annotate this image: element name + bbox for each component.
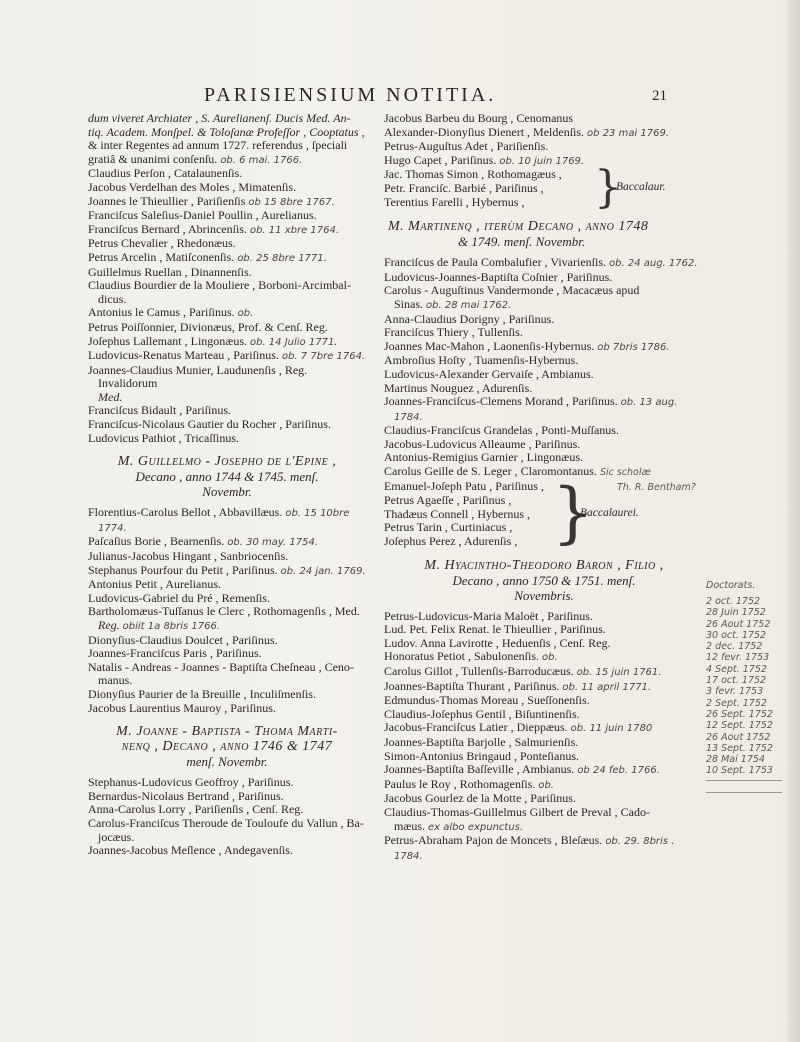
handwritten-note: ob. 11 juin 1780 <box>570 723 653 735</box>
handwritten-note: ob. 13 aug. 1784. <box>394 397 678 423</box>
margin-date: 4 Sept. 1752 <box>706 663 767 675</box>
handwritten-note: Doctorats. <box>706 579 756 591</box>
handwritten-note: ob 7bris 1786. <box>597 341 670 353</box>
text-line: Julianus-Jacobus Hingant , Sanbriocenſis. <box>88 549 289 564</box>
section-heading: M. Joanne - Baptista - Thoma Marti- nenq , Decano , anno 1746 & 1747 menſ. Novembr. <box>116 724 338 770</box>
text-line: Carolus - Auguſtinus Vandermonde , Macacæus apud <box>384 283 640 298</box>
page-number: 21 <box>652 88 667 104</box>
text-line: Claudius-Thomas-Guillelmus Gilbert de Preval , Cado- <box>384 804 650 819</box>
text-line: Franciſcus-Nicolaus Gautier du Rocher , Pariſinus. <box>88 417 331 432</box>
text-line: Petrus Agaeſſe , Pariſinus , <box>384 493 512 508</box>
text-line: Anna-Claudius Dorigny , Pariſinus. <box>384 311 555 326</box>
text-line: Carolus-Franciſcus Theroude de Touloufe du Vallun , Ba- <box>88 815 364 830</box>
margin-dates <box>706 596 786 777</box>
text-line: Jacobus Barbeu du Bourg , Cenomanus <box>384 111 574 125</box>
text-line: Petrus Chevalier , Rhedonæus. <box>88 236 236 251</box>
handwritten-note: ob. 30 may. 1754. <box>227 537 319 549</box>
margin-date: 28 Mai 1754 <box>706 754 765 766</box>
text-line: Guillelmus Ruellan , Dinannenſis. <box>88 264 252 279</box>
text-line: Natalis - Andreas - Joannes - Baptiſta Cheſneau , Ceno- <box>88 659 354 674</box>
text-line: Claudius Bourdier de la Mouliere , Borboni-Arcimbal- <box>88 278 351 293</box>
handwritten-note: Sic scholæ <box>599 467 651 479</box>
text-line: Anna-Carolus Lorry , Pariſienſis , Cenſ. Reg. <box>88 802 304 817</box>
margin-date: 26 Aout 1752 <box>706 618 771 630</box>
text-line: Bartholomæus-Tuſſanus le Clerc , Rothomagenſis , Med. <box>88 604 360 619</box>
margin-rule <box>706 792 782 793</box>
left-column <box>88 112 366 858</box>
text-line: Stephanus-Ludovicus Geoffroy , Pariſinus. <box>88 775 294 790</box>
text-line: Franciſcus Bernard , Abrincenſis. ob. 11 xbre 1764. <box>88 221 340 236</box>
margin-date: 12 fevr. 1753 <box>706 652 770 664</box>
text-line: Franciſcus Thiery , Tullenſis. <box>384 325 523 340</box>
text-line: tiq. Academ. Monſpel. & Toloſanæ Profeſſor , Cooptatus , <box>88 124 365 139</box>
text-line: Dionyſius-Claudius Doulcet , Pariſinus. <box>88 632 278 647</box>
text-line: Jacobus-Ludovicus Alleaume , Pariſinus. <box>384 436 581 451</box>
text-line: Petrus-Ludovicus-Maria Maloët , Pariſinus. <box>384 608 593 623</box>
handwritten-note: obiit 1a 8bris 1766. <box>122 621 221 632</box>
text-line: Carolus Gillot , Tullenſis-Barroducæus. ob. 15 juin 1761. <box>384 664 662 678</box>
bracket-label: Baccalaurei. <box>580 506 639 519</box>
text-line: Sinas. ob. 28 mai 1762. <box>394 296 512 311</box>
margin-rule <box>706 780 782 781</box>
page-title: PARISIENSIUM NOTITIA. <box>204 84 497 106</box>
handwritten-note: ob. 24 aug. 1762. <box>609 258 698 270</box>
text-line: Reg. obiit 1a 8bris 1766. <box>98 618 221 632</box>
text-line: Joſephus Lallemant , Lingonæus. ob. 14 Julio 1771. <box>88 333 338 348</box>
text-line: Emanuel-Joſeph Patu , Pariſinus , Th. R. Bentham? <box>384 478 696 493</box>
margin-date: 3 fevr. 1753 <box>706 686 764 698</box>
margin-date: 13 Sept. 1752 <box>706 742 773 754</box>
text-line: Franciſcus Bidault , Pariſinus. <box>88 403 231 418</box>
text-line: Hugo Capet , Pariſinus. ob. 10 juin 1769. <box>384 152 585 167</box>
text-line: Petrus-Abraham Pajon de Moncets , Bleſæus. ob. 29. 8bris . 1784. <box>384 833 675 862</box>
text-line: Petrus-Auguſtus Adet , Pariſienſis. <box>384 139 549 154</box>
text-line: Joannes-Jacobus Meſlence , Andegavenſis. <box>88 843 293 858</box>
handwritten-note: ob. 25 8bre 1771. <box>237 252 327 264</box>
text-line: Paulus le Roy , Rothomagenſis. ob. <box>384 776 554 791</box>
text-line: gratiâ & unanimi conſenſu. ob. 6 mai. 1766. <box>88 151 303 166</box>
text-line: Claudius-Joſephus Gentil , Biſuntinenſis. <box>384 706 580 721</box>
bracket-label: Baccalaur. <box>616 181 666 194</box>
section-heading: M. Hyacintho-Theodoro Baron , Filio , Decano , anno 1750 & 1751. menſ. Novembris. Doctorats. <box>424 557 756 603</box>
text-line: manus. <box>98 673 133 688</box>
text-line: Jacobus Laurentius Mauroy , Pariſinus. <box>88 700 276 715</box>
text-line: Ludovicus-Renatus Marteau , Pariſinus. ob. 7 7bre 1764. <box>88 348 366 363</box>
margin-date: 2 Sept. 1752 <box>706 697 767 709</box>
text-line: Antonius le Camus , Pariſinus. ob. <box>88 305 254 320</box>
text-line: Edmundus-Thomas Moreau , Sueſſonenſis. <box>384 693 590 708</box>
handwritten-note: Th. R. Bentham? <box>616 481 696 493</box>
handwritten-note: ob. 11 xbre 1764. <box>249 224 340 236</box>
text-line: Joannes le Thieullier , Pariſienſis ob 15 8bre 1767. <box>88 193 335 208</box>
handwritten-note: ob. 14 Julio 1771. <box>249 336 338 348</box>
text-line: Lud. Pet. Felix Renat. le Thieullier , Pariſinus. <box>384 622 606 637</box>
text-line: Antonius Petit , Aurelianus. <box>88 577 221 592</box>
text-line: Joannes-Franciſcus Paris , Pariſinus. <box>88 646 262 661</box>
text-line: Dionyſius Paurier de la Breuille , Inculiſmenſis. <box>88 686 316 701</box>
text-line: Jacobus-Franciſcus Latier , Dieppæus. ob. 11 juin 1780 <box>384 720 653 735</box>
text-line: Claudius-Franciſcus Grandelas , Ponti-Muſſanus. <box>384 423 619 438</box>
brace-glyph: } <box>552 473 594 551</box>
text-line: Petrus Poiſſonnier, Divionæus, Prof. & Cenſ. Reg. <box>88 319 328 334</box>
handwritten-note: ob. 28 mai 1762. <box>426 299 512 311</box>
margin-date: 12 Sept. 1752 <box>706 720 773 732</box>
handwritten-note: ob. 24 jan. 1769. <box>280 565 366 577</box>
text-line: Antonius-Remigius Garnier , Lingonæus. <box>384 450 583 465</box>
margin-date: 26 Aout 1752 <box>706 731 771 743</box>
text-line: Alexander-Dionyſius Dienert , Meldenſis. ob 23 mai 1769. <box>384 124 670 139</box>
handwritten-note: ob. 7 7bre 1764. <box>281 351 366 363</box>
text-line: Ludovicus Pathiot , Tricaſſinus. <box>88 430 240 445</box>
handwritten-note: ob. 15 10bre 1774. <box>98 508 350 534</box>
brace-glyph: } <box>594 162 622 214</box>
handwritten-note: ob. <box>538 779 554 791</box>
text-line: Martinus Nouguez , Adurenſis. <box>384 380 533 395</box>
text-line: Thadæus Connell , Hybernus , <box>384 506 530 521</box>
margin-date: 26 Sept. 1752 <box>706 708 773 720</box>
handwritten-note: ob 23 mai 1769. <box>587 127 670 139</box>
text-line: Joannes-Baptiſta Baſſeville , Ambianus. ob 24 feb. 1766. <box>384 762 660 777</box>
text-line: Ambroſius Hoſty , Tuamenſis-Hybernus. <box>384 353 579 368</box>
text-line: Joannes-Franciſcus-Clemens Morand , Pariſinus. ob. 13 aug. 1784. <box>384 394 678 423</box>
margin-date: 10 Sept. 1753 <box>706 765 773 777</box>
handwritten-note: ob. 11 april 1771. <box>562 681 652 693</box>
handwritten-note: ob. <box>542 652 558 664</box>
text-line: Paſcaſius Borie , Bearnenſis. ob. 30 may. 1754. <box>88 534 319 549</box>
text-line: jocæus. <box>98 829 135 844</box>
handwritten-note: ob 24 feb. 1766. <box>577 765 660 777</box>
margin-date: 2 dec. 1752 <box>706 641 763 653</box>
handwritten-note: ob. 6 mai. 1766. <box>220 154 303 166</box>
text-line: Ludovicus-Gabriel du Pré , Remenſis. <box>88 590 270 605</box>
text-line: Ludov. Anna Lavirotte , Heduenſis , Cenſ. Reg. <box>384 635 611 650</box>
text-line: Jac. Thomas Simon , Rothomagæus , <box>384 167 562 182</box>
handwritten-note: ob. 15 juin 1761. <box>576 667 662 678</box>
text-line: Joannes-Claudius Munier, Laudunenſis , Reg. Invalidorum <box>88 362 308 391</box>
margin-date: 28 Juin 1752 <box>706 607 766 619</box>
handwritten-note: ob. 10 juin 1769. <box>499 155 585 167</box>
text-line: Terentius Farelli , Hybernus , <box>384 194 525 209</box>
text-line: Joſephus Perez , Adurenſis , <box>384 534 518 549</box>
text-line: Petrus Arcelin , Matiſconenſis. ob. 25 8bre 1771. <box>88 249 327 264</box>
section-heading: M. Guillelmo - Josepho de l'Epine , Decano , anno 1744 & 1745. menſ. Novembr. <box>117 454 337 500</box>
text-line: Petr. Franciſc. Barbié , Pariſinus , <box>384 180 544 195</box>
text-line: Jacobus Verdelhan des Moles , Mimatenſis. <box>88 179 297 194</box>
text-line: Claudius Perſon , Catalaunenſis. <box>88 166 243 181</box>
text-line: Joannes Mac-Mahon , Laonenſis-Hybernus. ob 7bris 1786. <box>384 338 670 353</box>
text-line: dum viveret Archiater , S. Aurelianenſ. Ducis Med. An- <box>88 111 351 125</box>
text-line: mæus. ex albo expunctus. <box>394 818 524 833</box>
text-line: Bernardus-Nicolaus Bertrand , Pariſinus. <box>88 788 284 803</box>
page-header <box>0 84 800 108</box>
text-line: Ludovicus-Alexander Gervaiſe , Ambianus. <box>384 366 594 381</box>
text-line: & inter Regentes ad annum 1727. referendus , ſpeciali <box>88 138 348 153</box>
page-edge <box>786 0 800 1042</box>
text-line: Simon-Antonius Bringaud , Ponteſianus. <box>384 748 579 763</box>
handwritten-note: ex albo expunctus. <box>428 821 524 833</box>
bracket-group <box>384 162 704 214</box>
text-line: Joannes-Baptiſta Thurant , Pariſinus. ob. 11 april 1771. <box>384 678 652 693</box>
section-heading: M. Martinenq , iterùm Decano , anno 1748 & 1749. menſ. Novembr. <box>388 219 649 250</box>
text-line: Ludovicus-Joannes-Baptiſta Coſnier , Pariſinus. <box>384 269 613 284</box>
margin-date: 2 oct. 1752 <box>706 596 761 607</box>
handwritten-note: ob 15 8bre 1767. <box>248 196 335 208</box>
text-line: Carolus Geille de S. Leger , Claromontanus. Sic scholæ <box>384 464 651 479</box>
text-line: Jacobus Gourlez de la Motte , Pariſinus. <box>384 791 576 806</box>
text-line: Stephanus Pourfour du Petit , Pariſinus. ob. 24 jan. 1769. <box>88 562 366 577</box>
text-line: dicus. <box>98 291 127 306</box>
margin-date: 30 oct. 1752 <box>706 629 767 641</box>
text-line: Med. <box>98 389 123 404</box>
text-line: Franciſcus Saleſius-Daniel Poullin , Aurelianus. <box>88 208 317 223</box>
text-line: Petrus Tarin , Curtiniacus , <box>384 520 513 535</box>
handwritten-note: ob. 29. 8bris . 1784. <box>394 836 675 862</box>
margin-date: 17 oct. 1752 <box>706 675 767 687</box>
text-line: Joannes-Baptiſta Barjolle , Salmurienſis. <box>384 734 579 749</box>
text-line: Florentius-Carolus Bellot , Abbavillæus. ob. 15 10bre 1774. <box>88 505 350 534</box>
text-line: Franciſcus de Paula Combalufier , Vivarienſis. ob. 24 aug. 1762. <box>384 255 698 270</box>
text-line: Honoratus Petiot , Sabulonenſis. ob. <box>384 649 558 664</box>
handwritten-note: ob. <box>237 308 254 320</box>
